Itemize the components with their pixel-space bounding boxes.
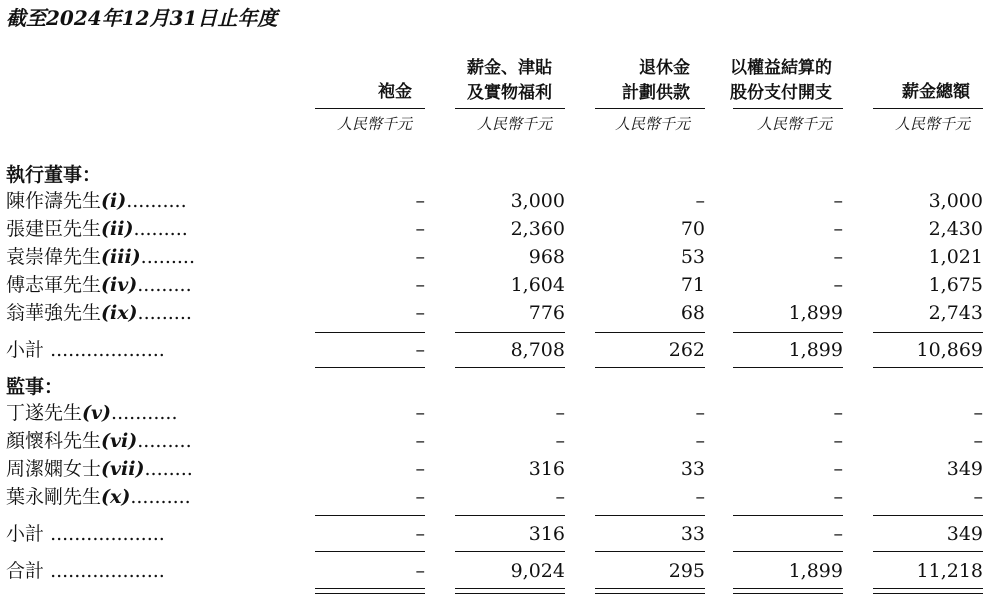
subtotal-label: 小計 <box>6 523 45 545</box>
cell-share-based: – <box>833 486 843 508</box>
section-heading-supervisors: 監事： <box>6 376 64 398</box>
cell-share-based: 1,899 <box>788 302 843 324</box>
leader-dots: ......... <box>137 274 192 296</box>
leader-dots: .......... <box>130 486 191 508</box>
cell-pension: – <box>695 430 705 452</box>
leader-dots: ......... <box>137 430 192 452</box>
cell-fees: – <box>415 486 425 508</box>
sum-rule <box>595 367 705 368</box>
footnote-ref: (vi) <box>101 430 138 452</box>
cell-fees: – <box>415 218 425 240</box>
total-double-rule <box>455 593 565 594</box>
table-row <box>0 300 1000 326</box>
cell-share-based: – <box>833 218 843 240</box>
footnote-ref: (i) <box>101 190 127 212</box>
sum-rule <box>315 551 425 552</box>
person-name: 傅志軍先生 <box>6 274 102 296</box>
sum-rule <box>873 332 983 333</box>
cell-fees: – <box>415 246 425 268</box>
cell-pension: 33 <box>680 458 705 480</box>
cell-salaries: 9,024 <box>510 560 565 582</box>
total-row <box>0 558 1000 584</box>
column-header-total: 薪金總額 <box>902 82 970 102</box>
leader-dots: ................... <box>50 560 165 582</box>
table-row <box>0 272 1000 298</box>
footnote-ref: (ii) <box>101 218 134 240</box>
leader-dots: ................... <box>50 523 165 545</box>
sum-rule <box>455 332 565 333</box>
subtotal-row <box>0 337 1000 363</box>
cell-salaries: 2,360 <box>510 218 565 240</box>
header-rule <box>873 108 983 109</box>
cell-share-based: – <box>833 274 843 296</box>
table-row <box>0 188 1000 214</box>
cell-total: 10,869 <box>916 339 983 361</box>
sum-rule <box>595 551 705 552</box>
cell-salaries: 316 <box>528 458 565 480</box>
cell-share-based: – <box>833 523 843 545</box>
total-double-rule <box>733 588 843 589</box>
cell-pension: 70 <box>680 218 705 240</box>
sum-rule <box>455 515 565 516</box>
cell-total: – <box>973 430 983 452</box>
cell-pension: – <box>695 486 705 508</box>
sum-rule <box>733 551 843 552</box>
person-name: 張建臣先生 <box>6 218 102 240</box>
total-double-rule <box>873 593 983 594</box>
sum-rule <box>315 332 425 333</box>
subtotal-label: 小計 <box>6 339 45 361</box>
leader-dots: .......... <box>126 190 187 212</box>
total-double-rule <box>315 588 425 589</box>
footnote-ref: (iv) <box>101 274 138 296</box>
cell-pension: 33 <box>680 523 705 545</box>
header-rule <box>733 108 843 109</box>
footnote-ref: (x) <box>101 486 131 508</box>
cell-salaries: 316 <box>528 523 565 545</box>
cell-pension: 68 <box>680 302 705 324</box>
sum-rule <box>315 515 425 516</box>
column-header-fees: 袍金 <box>378 82 412 102</box>
column-header-share-based: 以權益結算的 股份支付開支 <box>730 58 832 103</box>
leader-dots: ......... <box>137 302 192 324</box>
table-row <box>0 456 1000 482</box>
unit-label: 人民幣千元 <box>614 115 690 133</box>
cell-pension: 53 <box>680 246 705 268</box>
cell-total: 349 <box>946 458 983 480</box>
footnote-ref: (vii) <box>101 458 145 480</box>
sum-rule <box>733 515 843 516</box>
sum-rule <box>315 367 425 368</box>
cell-share-based: – <box>833 190 843 212</box>
person-name: 顏懷科先生 <box>6 430 102 452</box>
sum-rule <box>595 515 705 516</box>
cell-total: 2,743 <box>928 302 983 324</box>
cell-fees: – <box>415 402 425 424</box>
sum-rule <box>595 332 705 333</box>
sum-rule <box>873 367 983 368</box>
cell-total: 1,675 <box>928 274 983 296</box>
cell-salaries: – <box>555 486 565 508</box>
cell-share-based: – <box>833 246 843 268</box>
cell-fees: – <box>415 339 425 361</box>
cell-fees: – <box>415 190 425 212</box>
cell-fees: – <box>415 430 425 452</box>
cell-total: 3,000 <box>928 190 983 212</box>
table-row <box>0 216 1000 242</box>
unit-label: 人民幣千元 <box>756 115 832 133</box>
person-name: 袁崇偉先生 <box>6 246 102 268</box>
cell-pension: 262 <box>668 339 705 361</box>
leader-dots: ........... <box>111 402 178 424</box>
cell-fees: – <box>415 523 425 545</box>
person-name: 周潔嫻女士 <box>6 458 102 480</box>
footnote-ref: (iii) <box>101 246 141 268</box>
sum-rule <box>455 367 565 368</box>
person-name: 葉永剛先生 <box>6 486 102 508</box>
cell-fees: – <box>415 560 425 582</box>
total-double-rule <box>595 593 705 594</box>
cell-fees: – <box>415 274 425 296</box>
total-double-rule <box>873 588 983 589</box>
header-rule <box>595 108 705 109</box>
subtotal-row <box>0 521 1000 547</box>
cell-share-based: 1,899 <box>788 560 843 582</box>
cell-fees: – <box>415 458 425 480</box>
cell-pension: 71 <box>680 274 705 296</box>
cell-fees: – <box>415 302 425 324</box>
total-double-rule <box>455 588 565 589</box>
unit-label: 人民幣千元 <box>336 115 412 133</box>
unit-label: 人民幣千元 <box>476 115 552 133</box>
person-name: 丁遂先生 <box>6 402 83 424</box>
cell-pension: 295 <box>668 560 705 582</box>
cell-salaries: 1,604 <box>510 274 565 296</box>
column-header-pension: 退休金 計劃供款 <box>622 58 690 103</box>
total-double-rule <box>315 593 425 594</box>
cell-total: 11,218 <box>916 560 983 582</box>
cell-salaries: 776 <box>528 302 565 324</box>
leader-dots: ........ <box>144 458 193 480</box>
sum-rule <box>455 551 565 552</box>
section-heading-executive-directors: 執行董事： <box>6 164 102 186</box>
header-rule <box>315 108 425 109</box>
cell-salaries: – <box>555 430 565 452</box>
cell-total: – <box>973 486 983 508</box>
total-double-rule <box>733 593 843 594</box>
cell-share-based: – <box>833 402 843 424</box>
unit-label: 人民幣千元 <box>894 115 970 133</box>
cell-salaries: 968 <box>528 246 565 268</box>
person-name: 翁華強先生 <box>6 302 102 324</box>
total-double-rule <box>595 588 705 589</box>
cell-share-based: – <box>833 430 843 452</box>
cell-pension: – <box>695 402 705 424</box>
leader-dots: ................... <box>50 339 165 361</box>
header-rule <box>455 108 565 109</box>
cell-pension: – <box>695 190 705 212</box>
cell-total: 1,021 <box>928 246 983 268</box>
leader-dots: ......... <box>140 246 196 268</box>
cell-total: 2,430 <box>928 218 983 240</box>
cell-total: – <box>973 402 983 424</box>
cell-share-based: – <box>833 458 843 480</box>
footnote-ref: (v) <box>82 402 112 424</box>
table-row <box>0 428 1000 454</box>
sum-rule <box>733 367 843 368</box>
table-row <box>0 400 1000 426</box>
cell-share-based: 1,899 <box>788 339 843 361</box>
total-label: 合計 <box>6 560 45 582</box>
cell-salaries: 8,708 <box>510 339 565 361</box>
cell-total: 349 <box>946 523 983 545</box>
person-name: 陳作濤先生 <box>6 190 102 212</box>
sum-rule <box>873 551 983 552</box>
table-row <box>0 244 1000 270</box>
footnote-ref: (ix) <box>101 302 138 324</box>
leader-dots: ......... <box>133 218 188 240</box>
sum-rule <box>733 332 843 333</box>
table-row <box>0 484 1000 510</box>
column-header-salaries: 薪金、津貼 及實物福利 <box>467 58 552 103</box>
sum-rule <box>873 515 983 516</box>
cell-salaries: 3,000 <box>510 190 565 212</box>
cell-salaries: – <box>555 402 565 424</box>
table-title: 截至2024年12月31日止年度 <box>6 6 278 30</box>
